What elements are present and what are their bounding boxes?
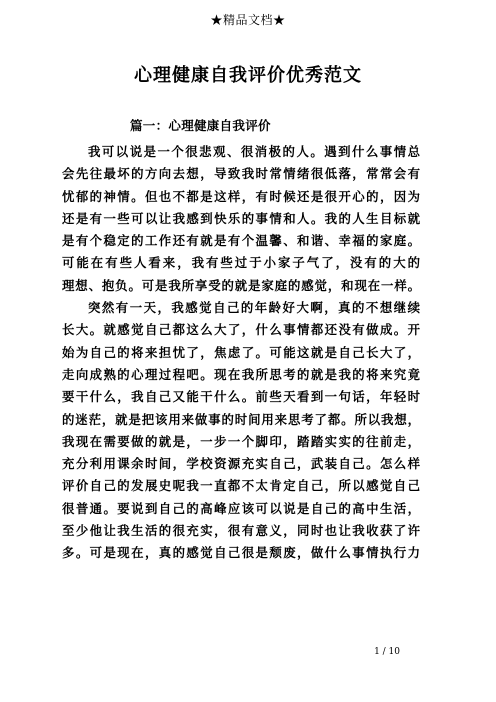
text-line: 是有个稳定的工作还有就是有个温馨、和谐、幸福的家庭。 [62,233,420,249]
text-line: 充分利用课余时间，学校资源充实自己，武装自己。怎么样 [62,456,420,472]
text-line: 走向成熟的心理过程吧。现在我所思考的就是我的将来究竟 [62,366,420,382]
text-line: 要干什么，我自己又能干什么。前些天看到一句话，年轻时 [62,389,420,405]
text-line: 会先往最坏的方向去想，导致我时常情绪很低落，常常会有 [62,166,420,182]
text-line: 还是有一些可以让我感到快乐的事情和人。我的人生目标就 [62,210,420,226]
header-mark: ★精品文档★ [210,13,286,27]
text-line: 我现在需要做的就是，一步一个脚印，踏踏实实的往前走， [62,433,420,449]
text-line: 可能在有些人看来，我有些过于小家子气了，没有的大的 [62,255,420,271]
text-line: 始为自己的将来担忧了，焦虑了。可能这就是自己长大了， [62,344,420,360]
page-indicator: 1 / 10 [374,647,400,657]
section-heading: 篇一：心理健康自我评价 [130,118,271,133]
text-line: 多。可是现在，真的感觉自己很是颓废，做什么事情执行力 [62,545,420,561]
text-line: 的迷茫，就是把该用来做事的时间用来思考了都。所以我想， [62,411,420,427]
text-line: 忧郁的神情。但也不都是这样，有时候还是很开心的，因为 [62,188,420,204]
text-line: 很普通。要说到自己的高峰应该可以说是自己的高中生活， [62,500,420,516]
text-line: 我可以说是一个很悲观、很消极的人。遇到什么事情总 [88,144,420,159]
text-line: 长大。就感觉自己都这么大了，什么事情都还没有做成。开 [62,322,420,338]
text-line: 理想、抱负。可是我所享受的就是家庭的感觉，和现在一样。 [62,277,420,293]
text-line: 突然有一天，我感觉自己的年龄好大啊，真的不想继续 [88,300,420,316]
text-line: 至少他让我生活的很充实，很有意义，同时也让我收获了许 [62,523,420,539]
body-text [62,141,420,565]
document-title: 心理健康自我评价优秀范文 [134,65,362,86]
text-line: 评价自己的发展史呢我一直都不太肯定自己，所以感觉自己 [62,478,420,494]
